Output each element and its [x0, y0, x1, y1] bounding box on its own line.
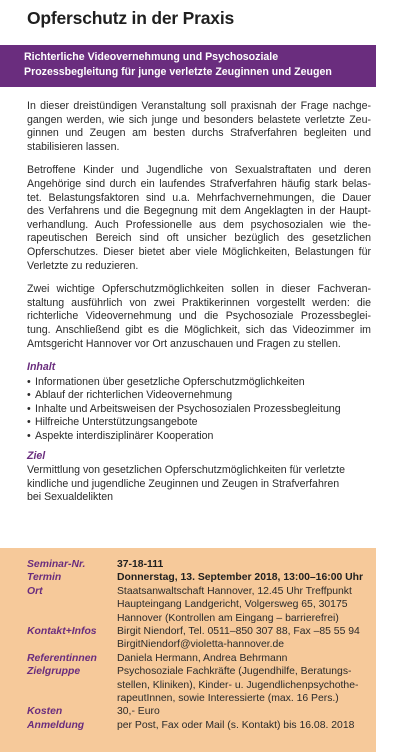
- text-line: tet. Belastungsfaktoren sind u.a. Mehrfachvernehmungen, die Dauer: [27, 191, 371, 204]
- description-body: [27, 100, 371, 515]
- info-row-termin: [27, 571, 376, 584]
- cost: 30,- Euro: [117, 706, 160, 718]
- text-line: Verletzte zu reduzieren.: [27, 259, 139, 272]
- text-line: Vermittlung von gesetzlichen Opferschutzmöglichkeiten für verletzte: [27, 464, 345, 477]
- banner-line: Richterliche Videovernehmung und Psychosoziale: [24, 51, 279, 63]
- text-line: In dieser dreistündigen Veranstaltung soll praxisnah der Frage nachge-: [27, 100, 371, 112]
- text-line: des Verfahrens und die Begegnung mit dem Angeklagten in der Haupt-: [27, 205, 371, 218]
- info-label: Anmeldung: [27, 719, 85, 731]
- contact-email[interactable]: BirgitNiendorf@violetta-hannover.de: [117, 639, 285, 651]
- info-row-seminar: [27, 558, 376, 571]
- target-audience: [117, 665, 376, 705]
- info-label: Ort: [27, 585, 43, 597]
- seminar-number: 37-18-111: [117, 559, 164, 570]
- text-line: tung. Anschließend gibt es die Möglichkeit, sich das Videozimmer im: [27, 323, 371, 336]
- ziel-text: [27, 464, 371, 505]
- text-line: rapeutInnen, sowie Interessierte (max. 16 Pers.): [117, 693, 339, 705]
- text-line: Opferschutzes. Dieser bietet aber viele Möglichkeiten, Belastungen für: [27, 245, 371, 258]
- list-item: • Aspekte interdisziplinärer Kooperation: [27, 430, 371, 444]
- contact-info: [117, 625, 376, 652]
- info-label: Seminar-Nr.: [27, 559, 86, 570]
- info-row-ort: [27, 585, 376, 625]
- list-item: • Informationen über gesetzliche Opferschutzmöglichkeiten: [27, 376, 371, 390]
- ziel-heading: Ziel: [27, 449, 46, 462]
- list-item: • Inhalte und Arbeitsweisen der Psychosozialen Prozessbegleitung: [27, 403, 371, 417]
- event-date: Donnerstag, 13. September 2018, 13:00–16:00 Uhr: [117, 572, 364, 584]
- info-label: Kontakt+Infos: [27, 626, 97, 638]
- event-info-box: [0, 548, 376, 752]
- text-line: ginnen und Zeugen am besten durchs Strafverfahren begleiten und: [27, 127, 371, 140]
- text-line: staltung ausführlich von zwei Praktikerinnen vorgestellt werden: die: [27, 296, 371, 309]
- info-row-zielgruppe: [27, 665, 376, 705]
- registration: per Post, Fax oder Mail (s. Kontakt) bis 16.08. 2018: [117, 719, 355, 731]
- event-location: [117, 585, 376, 625]
- text-line: richterliche Videovernehmung und die Psychosoziale Prozessbeglei-: [27, 310, 371, 323]
- text-line: stellen, Kliniken), Kinder- u. Jugendlichenpsychothe-: [117, 679, 359, 691]
- info-label: Referentinnen: [27, 652, 97, 664]
- info-label: Kosten: [27, 706, 63, 718]
- text-line: bei Sexualdelikten: [27, 491, 113, 504]
- inhalt-list: [27, 376, 371, 444]
- banner-line: Prozessbegleitung für junge verletzte Zeuginnen und Zeugen: [24, 66, 332, 78]
- text-line: stabilisieren lassen.: [27, 140, 120, 153]
- subtitle-banner: [0, 45, 376, 87]
- text-line: Betroffene Kinder und Jugendliche von Sexualstraftaten und deren: [27, 164, 371, 177]
- list-item: • Ablauf der richterlichen Videovernehmung: [27, 389, 371, 403]
- text-line: Staatsanwaltschaft Hannover, 12.45 Uhr Treffpunkt: [117, 585, 352, 597]
- text-line: Birgit Niendorf, Tel. 0511–850 307 88, Fax –85 55 94: [117, 626, 360, 638]
- text-line: Amtsgericht Hannover vor Ort anzuschauen und Fragen zu stellen.: [27, 337, 341, 350]
- inhalt-heading: Inhalt: [27, 361, 56, 374]
- text-line: verhandlung. Auch Professionelle aus dem psychosozialen wie the-: [27, 218, 371, 231]
- text-line: Psychosoziale Fachkräfte (Jugendhilfe, Beratungs-: [117, 666, 352, 678]
- context-paragraph: [27, 164, 371, 273]
- text-line: Angehörige sind durch ein laufendes Strafverfahren häufig stark belas-: [27, 177, 371, 190]
- intro-paragraph: [27, 100, 371, 154]
- text-line: Zwei wichtige Opferschutzmöglichkeiten sollen in dieser Fachveran-: [27, 283, 371, 296]
- info-row-referentinnen: [27, 652, 376, 665]
- info-row-anmeldung: [27, 719, 376, 732]
- list-item: • Hilfreiche Unterstützungsangebote: [27, 416, 371, 430]
- text-line: Haupteingang Landgericht, Volgersweg 65, 30175: [117, 599, 348, 611]
- info-label: Zielgruppe: [27, 666, 81, 678]
- text-line: gangen werden, wie sich junge und besonders belastete verletzte Zeu-: [27, 113, 371, 126]
- info-row-kosten: [27, 705, 376, 718]
- page-title: Opferschutz in der Praxis: [27, 8, 235, 28]
- info-label: Termin: [27, 572, 62, 584]
- text-line: Hannover (Kontrollen am Eingang – barrierefrei): [117, 612, 339, 624]
- text-line: rapeutischen Bereich sind oft unsicher bezüglich des gesetzlichen: [27, 232, 371, 245]
- info-row-kontakt: [27, 625, 376, 652]
- details-paragraph: [27, 283, 371, 351]
- text-line: kindliche und jugendliche Zeuginnen und Zeugen in Strafverfahren: [27, 477, 340, 490]
- speakers: Daniela Hermann, Andrea Behrmann: [117, 652, 288, 664]
